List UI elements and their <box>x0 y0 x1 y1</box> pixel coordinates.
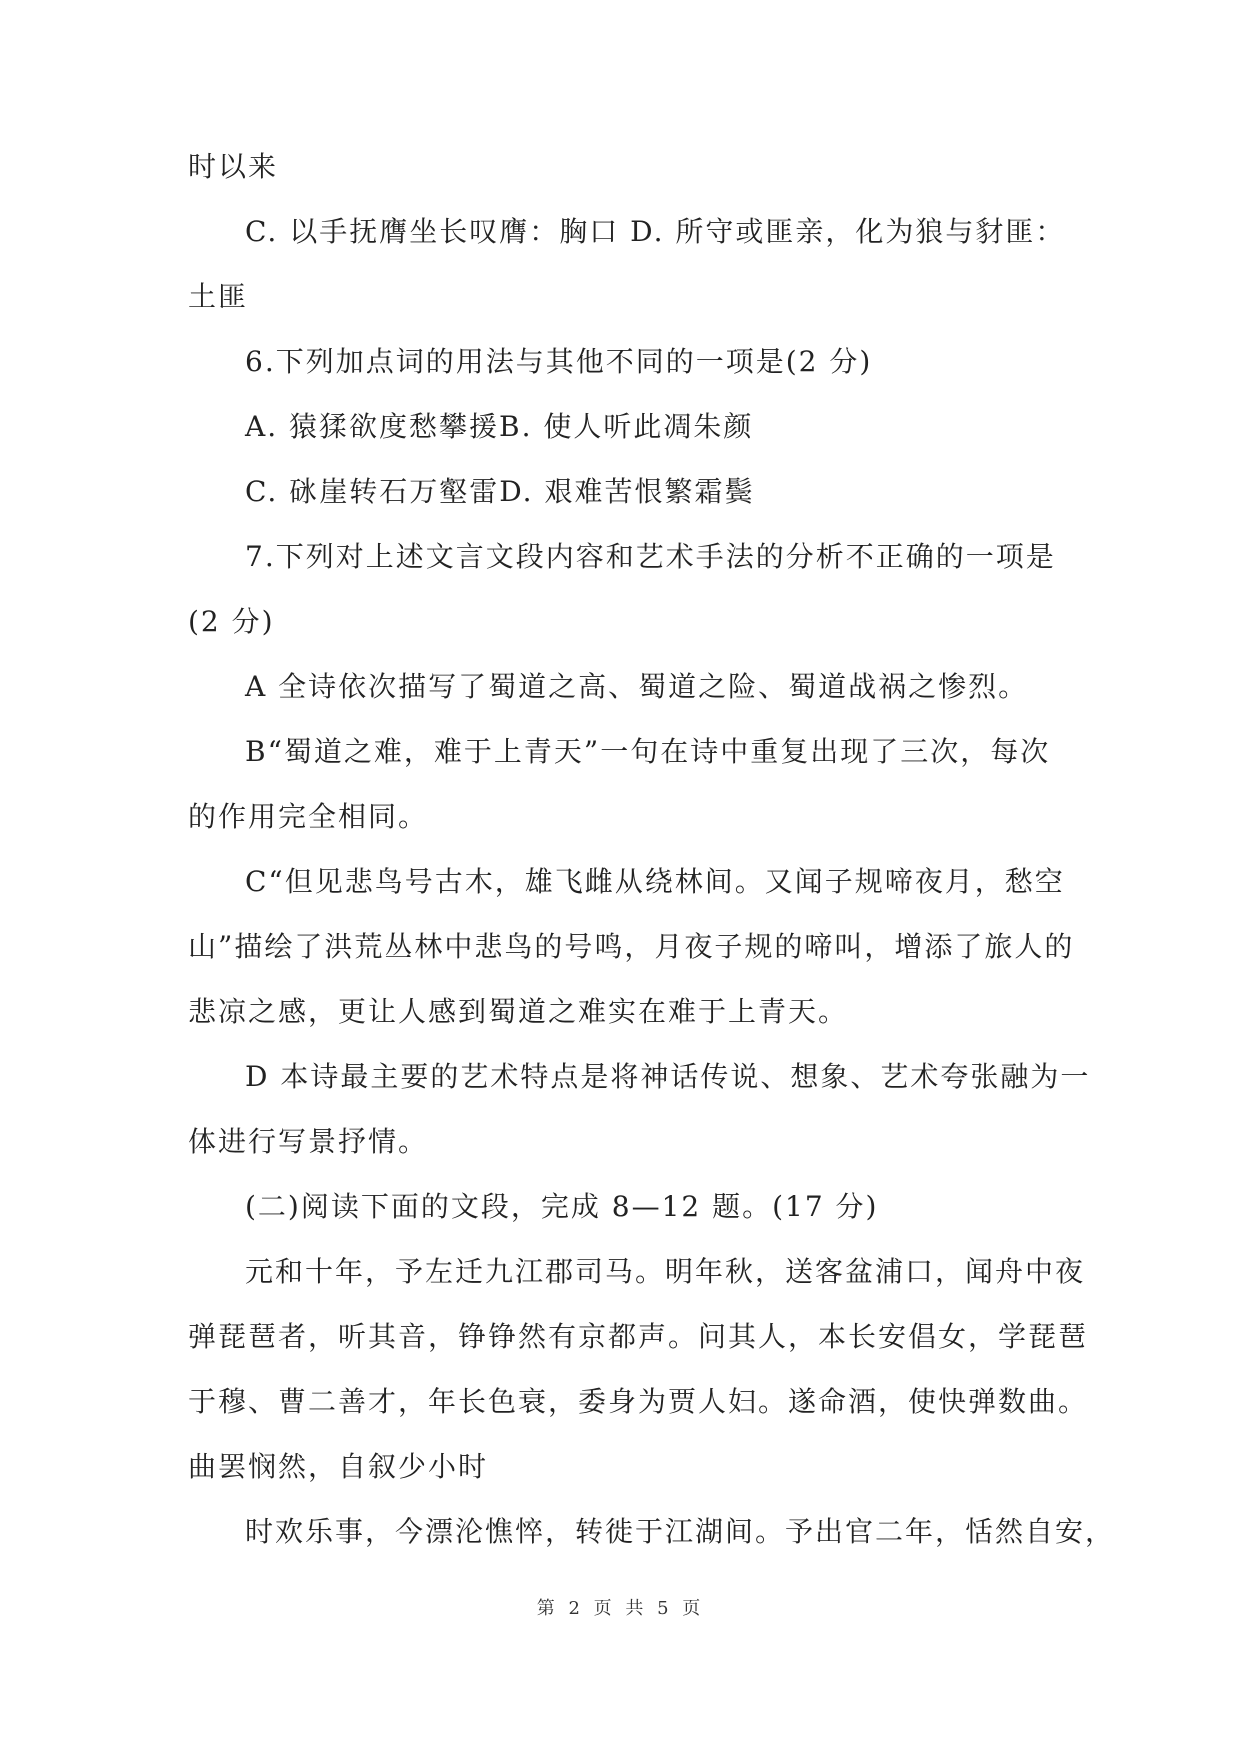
question-7: 7.下列对上述文言文段内容和艺术手法的分析不正确的一项是 <box>245 540 1056 573</box>
question-6-options-ab: A. 猿猱欲度愁攀援B. 使人听此凋朱颜 <box>245 410 754 443</box>
passage-line-2: 弹琵琶者，听其音，铮铮然有京都声。问其人，本长安倡女，学琵琶 <box>188 1320 1089 1353</box>
question-6-options-cd: C. 砯崖转石万壑雷D. 艰难苦恨繁霜鬓 <box>245 475 755 508</box>
question-7-score: (2 分) <box>188 605 275 638</box>
option-c-cont-1: 山”描绘了洪荒丛林中悲鸟的号鸣，月夜子规的啼叫，增添了旅人的 <box>188 930 1075 963</box>
option-b: B“蜀道之难，难于上青天”一句在诗中重复出现了三次，每次 <box>245 735 1051 768</box>
option-d: D 本诗最主要的艺术特点是将神话传说、想象、艺术夸张融为一 <box>245 1060 1091 1093</box>
option-c-cont-2: 悲凉之感，更让人感到蜀道之难实在难于上青天。 <box>188 995 849 1028</box>
passage-line-4: 曲罢悯然，自叙少小时 <box>188 1450 489 1483</box>
page-number: 第 2 页 共 5 页 <box>536 1598 705 1619</box>
passage-line-5: 时欢乐事，今漂沦憔悴，转徙于江湖间。予出官二年，恬然自安， <box>245 1515 1116 1548</box>
option-b-cont: 的作用完全相同。 <box>188 800 429 833</box>
section-heading: (二)阅读下面的文段，完成 8—12 题。(17 分) <box>245 1190 879 1223</box>
option-a: A 全诗依次描写了蜀道之高、蜀道之险、蜀道战祸之惨烈。 <box>245 670 1029 703</box>
text-line-1: 时以来 <box>188 150 279 183</box>
option-d-cont: 体进行写景抒情。 <box>188 1125 429 1158</box>
passage-line-3: 于穆、曹二善才，年长色衰，委身为贾人妇。遂命酒，使快弹数曲。 <box>188 1385 1089 1418</box>
text-line-2: C. 以手抚膺坐长叹膺：胸口 D. 所守或匪亲，化为狼与豺匪： <box>245 215 1066 248</box>
passage-line-1: 元和十年，予左迁九江郡司马。明年秋，送客盆浦口，闻舟中夜 <box>245 1255 1086 1288</box>
text-line-3: 土匪 <box>188 280 249 313</box>
option-c: C“但见悲鸟号古木，雄飞雌从绕林间。又闻子规啼夜月，愁空 <box>245 865 1065 898</box>
question-6: 6.下列加点词的用法与其他不同的一项是(2 分) <box>245 345 873 378</box>
